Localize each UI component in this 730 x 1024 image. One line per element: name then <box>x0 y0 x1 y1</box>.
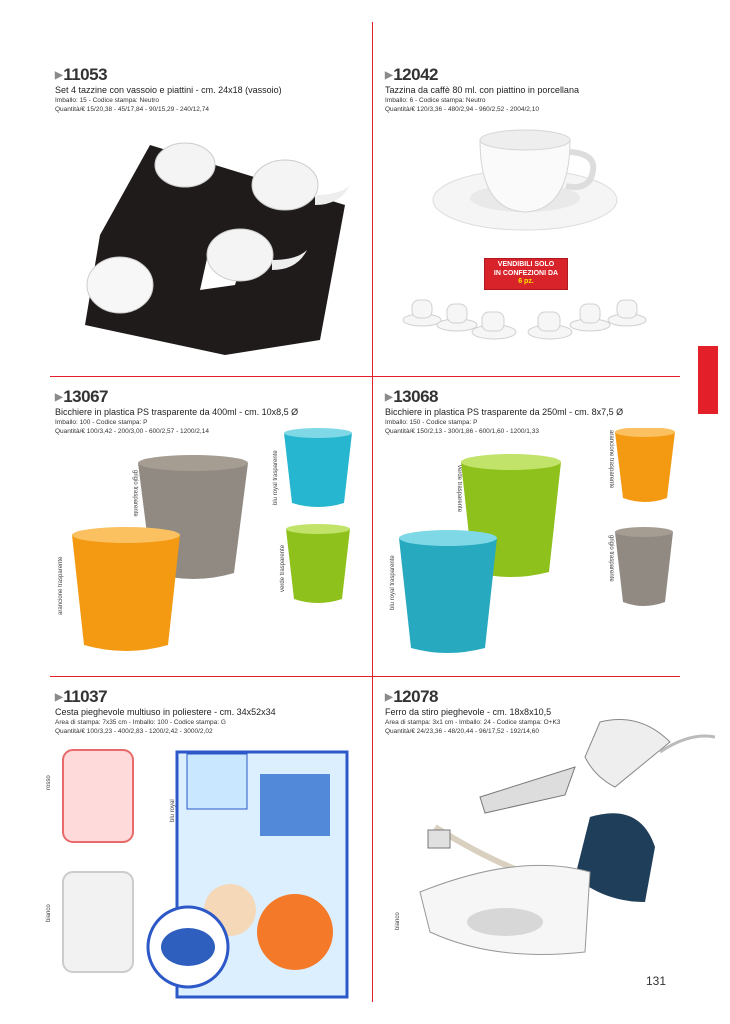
color-label-arancione: arancione trasparente <box>58 556 64 615</box>
product-packaging: Area di stampa: 3x1 cm - Imballo: 24 - Codice stampa: O+K3 <box>385 719 561 726</box>
color-label-verde: verde trasparente <box>280 544 286 592</box>
color-label-arancione-2: arancione trasparente <box>608 430 614 489</box>
product-code: ▶13068 <box>385 387 438 406</box>
product-code: ▶11037 <box>55 687 108 706</box>
cup-set-image <box>60 125 350 355</box>
product-prices: Quantità/€ 24/23,36 - 48/20,44 - 96/17,52 - 192/14,60 <box>385 728 539 735</box>
color-label-verde-2: verde trasparente <box>456 465 462 513</box>
product-title: Bicchiere in plastica PS trasparente da 400ml - cm. 10x8,5 Ø <box>55 407 299 417</box>
color-label-blu-2: blu royal trasparente <box>390 555 396 610</box>
espresso-cup-image <box>430 120 630 235</box>
color-label-grigio: grigio trasparente <box>132 470 138 517</box>
laundry-basket-image <box>55 742 360 1004</box>
badge-line-3: 6 pz. <box>518 278 534 285</box>
product-title: Cesta pieghevole multiuso in poliestere - cm. 34x52x34 <box>55 707 276 717</box>
glasses-400ml-image <box>60 425 360 665</box>
package-badge <box>484 258 568 290</box>
badge-line-1: VENDIBILI SOLO <box>497 261 555 268</box>
product-11037 <box>55 688 276 736</box>
product-code: ▶12042 <box>385 65 438 84</box>
product-title: Tazzina da caffè 80 ml. con piattino in porcellana <box>385 85 579 95</box>
color-label-bianco-iron: bianco <box>395 912 401 930</box>
product-title: Ferro da stiro pieghevole - cm. 18x8x10,5 <box>385 707 552 717</box>
product-packaging: Imballo: 100 - Codice stampa: P <box>55 419 148 426</box>
section-tab <box>698 346 718 414</box>
product-prices: Quantità/€ 100/3,42 - 200/3,00 - 600/2,57 - 1200/2,14 <box>55 428 209 435</box>
product-prices: Quantità/€ 100/3,23 - 400/2,83 - 1200/2,42 - 3000/2,02 <box>55 728 213 735</box>
product-11053 <box>55 66 282 114</box>
divider-row-1 <box>50 376 680 377</box>
color-label-grigio-2: grigio trasparente <box>608 535 614 582</box>
travel-iron-image <box>400 692 720 982</box>
product-code: ▶11053 <box>55 65 108 84</box>
color-label-blu: blu royal trasparente <box>273 450 279 505</box>
product-packaging: Imballo: 150 - Codice stampa: P <box>385 419 478 426</box>
divider-row-2 <box>50 676 680 677</box>
product-code: ▶13067 <box>55 387 108 406</box>
product-prices: Quantità/€ 150/2,13 - 300/1,86 - 600/1,60 - 1200/1,33 <box>385 428 539 435</box>
product-title: Bicchiere in plastica PS trasparente da 250ml - cm. 8x7,5 Ø <box>385 407 624 417</box>
product-packaging: Imballo: 6 - Codice stampa: Neutro <box>385 97 486 104</box>
page-number: 131 <box>646 974 667 988</box>
badge-line-2: IN CONFEZIONI DA <box>493 269 559 277</box>
product-packaging: Area di stampa: 7x35 cm - Imballo: 100 - Codice stampa: G <box>55 719 226 726</box>
product-title: Set 4 tazzine con vassoio e piattini - cm. 24x18 (vassoio) <box>55 85 282 95</box>
product-prices: Quantità/€ 120/3,36 - 480/2,94 - 960/2,52 - 2004/2,10 <box>385 106 539 113</box>
six-cups-image <box>402 292 647 344</box>
divider-vertical <box>372 22 373 1002</box>
color-label-rosso: rosso <box>46 775 52 790</box>
color-label-bianco: bianco <box>46 904 52 922</box>
product-code: ▶12078 <box>385 687 438 706</box>
glasses-250ml-image <box>395 428 685 660</box>
color-label-bluroyal: blu royal <box>170 799 176 822</box>
product-packaging: Imballo: 15 - Codice stampa: Neutro <box>55 97 160 104</box>
product-12042 <box>385 66 579 114</box>
product-prices: Quantità/€ 15/20,38 - 45/17,84 - 90/15,29 - 240/12,74 <box>55 106 209 113</box>
